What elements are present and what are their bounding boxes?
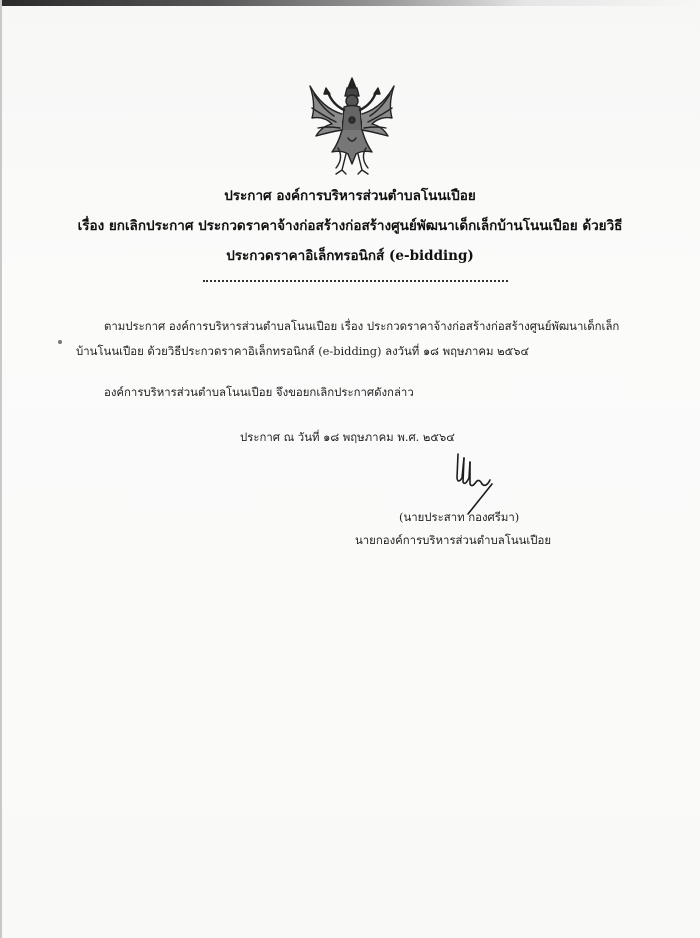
scan-speck bbox=[58, 340, 62, 344]
scan-shadow-left bbox=[0, 0, 2, 938]
garuda-emblem-icon bbox=[302, 74, 402, 178]
dotted-separator bbox=[203, 280, 508, 282]
announcement-subject-continued: ประกวดราคาอิเล็กทรอนิกส์ (e-bidding) bbox=[226, 248, 474, 264]
scan-shadow-top bbox=[0, 0, 700, 6]
body-paragraph-1-line-2: บ้านโนนเปือย ด้วยวิธีประกวดราคาอิเล็กทรอนิกส์ (e-bidding) ลงวันที่ ๑๘ พฤษภาคม ๒๕๖๔ bbox=[76, 344, 530, 358]
announcement-subject: เรื่อง ยกเลิกประกาศ ประกวดราคาจ้างก่อสร้างก่อสร้างศูนย์พัฒนาเด็กเล็กบ้านโนนเปือย ด้วยวิธี bbox=[77, 218, 623, 234]
body-paragraph-2: องค์การบริหารส่วนตำบลโนนเปือย จึงขอยกเลิกประกาศดังกล่าว bbox=[104, 385, 414, 399]
announcement-date: ประกาศ ณ วันที่ ๑๘ พฤษภาคม พ.ศ. ๒๕๖๔ bbox=[240, 430, 455, 444]
body-paragraph-1-line-1: ตามประกาศ องค์การบริหารส่วนตำบลโนนเปือย เรื่อง ประกวดราคาจ้างก่อสร้างก่อสร้างศูนย์พัฒนาเด็กเล็ก bbox=[104, 319, 620, 333]
announcement-title: ประกาศ องค์การบริหารส่วนตำบลโนนเปือย bbox=[224, 188, 476, 204]
signatory-title: นายกองค์การบริหารส่วนตำบลโนนเปือย bbox=[355, 533, 552, 547]
signatory-name: (นายประสาท กองศรีมา) bbox=[399, 510, 520, 524]
